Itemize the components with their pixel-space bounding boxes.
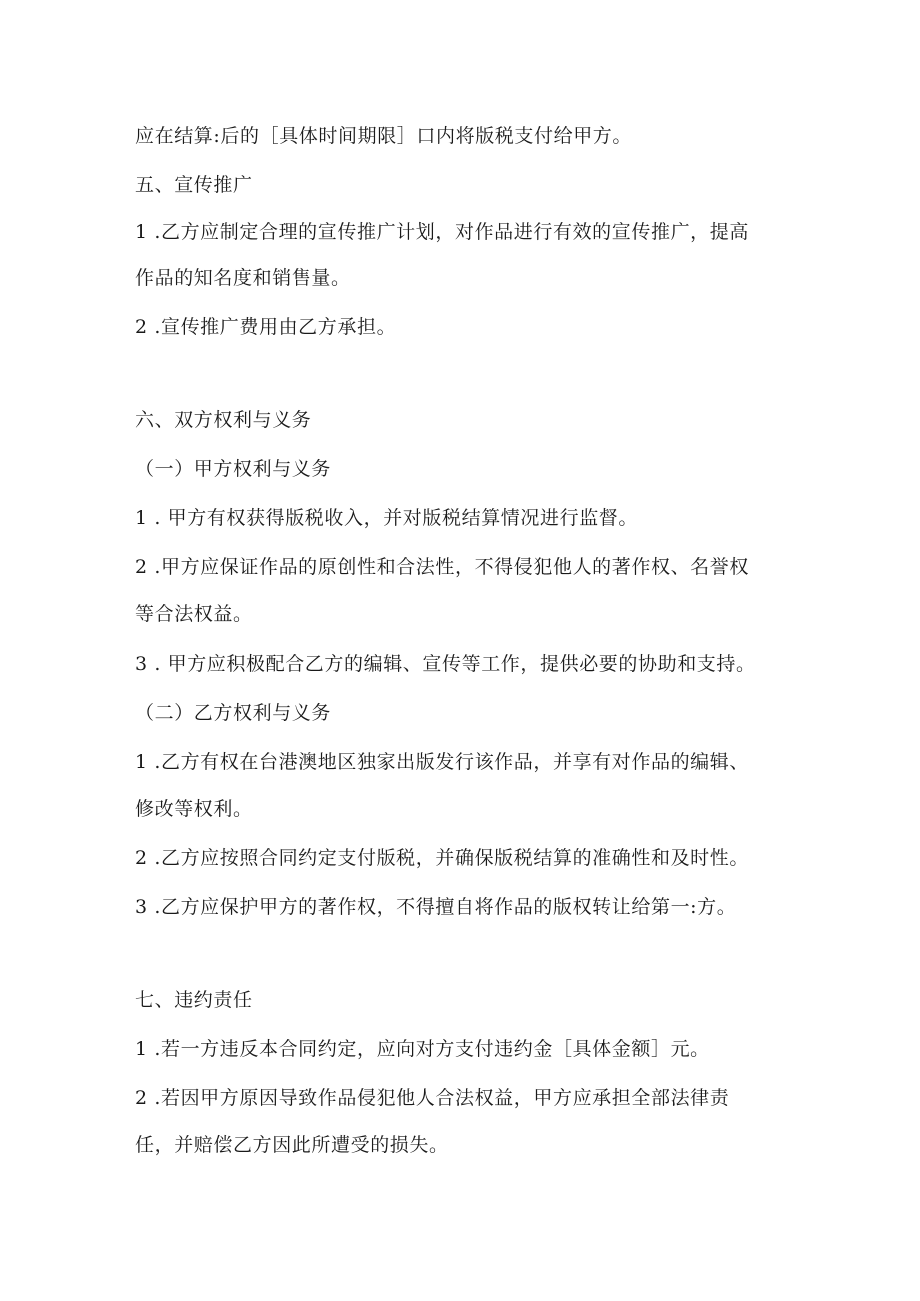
party-a-clause-3: 3 . 甲方应积极配合乙方的编辑、宣传等工作，提供必要的协助和支持。 bbox=[135, 653, 756, 675]
party-b-clause-3: 3 .乙方应保护甲方的著作权，不得擅自将作品的版权转让给第一:方。 bbox=[135, 896, 737, 918]
subsection-heading-party-a: （一）甲方权利与义务 bbox=[135, 458, 332, 480]
promotion-clause-1-line-1: 1 .乙方应制定合理的宣传推广计划，对作品进行有效的宣传推广，提高 bbox=[135, 221, 749, 243]
subsection-heading-party-b: （二）乙方权利与义务 bbox=[135, 702, 332, 724]
payment-clause-text: 应在结算:后的［具体时间期限］口内将版税支付给甲方。 bbox=[135, 125, 633, 147]
section-heading-rights-obligations: 六、双方权利与义务 bbox=[135, 409, 312, 431]
party-a-clause-2-line-1: 2 .甲方应保证作品的原创性和合法性，不得侵犯他人的著作权、名誉权 bbox=[135, 556, 749, 578]
promotion-clause-2: 2 .宣传推广费用由乙方承担。 bbox=[135, 316, 397, 338]
section-heading-promotion: 五、宣传推广 bbox=[135, 174, 253, 196]
section-heading-breach-liability: 七、违约责任 bbox=[135, 989, 253, 1011]
party-a-clause-2-line-2: 等合法权益。 bbox=[135, 603, 253, 625]
breach-clause-1: 1 .若一方违反本合同约定，应向对方支付违约金［具体金额］元。 bbox=[135, 1038, 710, 1060]
party-b-clause-2: 2 .乙方应按照合同约定支付版税，并确保版税结算的准确性和及时性。 bbox=[135, 847, 749, 869]
party-a-clause-1: 1 . 甲方有权获得版税收入，并对版税结算情况进行监督。 bbox=[135, 507, 639, 529]
breach-clause-2-line-2: 任，并赔偿乙方因此所遭受的损失。 bbox=[135, 1134, 449, 1156]
party-b-clause-1-line-1: 1 .乙方有权在台港澳地区独家出版发行该作品，并享有对作品的编辑、 bbox=[135, 751, 749, 773]
promotion-clause-1-line-2: 作品的知名度和销售量。 bbox=[135, 267, 351, 289]
party-b-clause-1-line-2: 修改等权利。 bbox=[135, 798, 253, 820]
breach-clause-2-line-1: 2 .若因甲方原因导致作品侵犯他人合法权益，甲方应承担全部法律责 bbox=[135, 1087, 730, 1109]
